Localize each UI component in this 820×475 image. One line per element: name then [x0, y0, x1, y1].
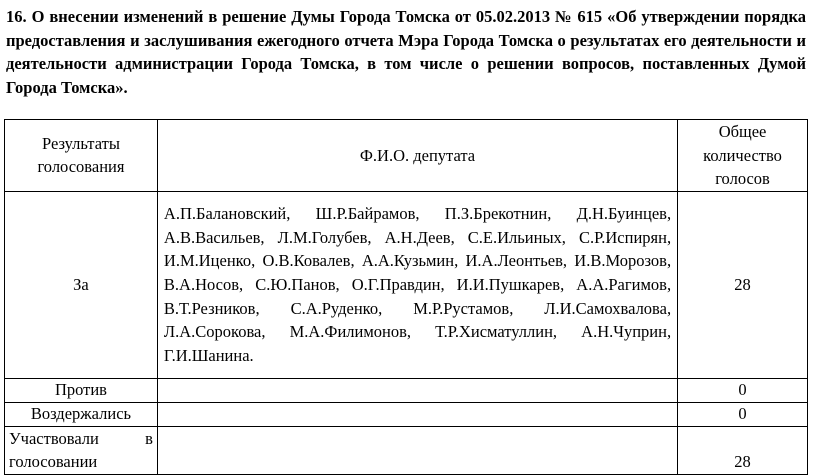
table-row — [5, 402, 808, 426]
row-deputies-against — [157, 378, 677, 402]
header-results: Результаты голосования — [5, 120, 158, 192]
voting-results-table — [4, 119, 808, 475]
table-row — [5, 378, 808, 402]
item-heading: 16. О внесении изменений в решение Думы Города Томска от 05.02.2013 № 615 «Об утверждении порядка предоставления и заслушивания ежегодного отчета Мэра Города Томска о результатах его деятельности и деятельности администрации Города Томска, в том числе о решении вопросов, поставленных Думой Города Томска». — [6, 7, 806, 97]
row-total-for: 28 — [678, 191, 808, 378]
table-header-row — [5, 120, 808, 192]
row-label-abstained: Воздержались — [5, 402, 158, 426]
row-label-participated: Участвовали в голосовании — [5, 426, 158, 474]
table-row — [5, 426, 808, 474]
row-deputies-for: А.П.Балановский, Ш.Р.Байрамов, П.З.Брекотнин, Д.Н.Буинцев, А.В.Васильев, Л.М.Голубев, А.Н.Деев, С.Е.Ильиных, С.Р.Испирян, И.М.Иценко, О.В.Ковалев, А.А.Кузьмин, И.А.Леонтьев, И.В.Морозов, В.А.Носов, С.Ю.Панов, О.Г.Правдин, И.И.Пушкарев, А.А.Рагимов, В.Т.Резников, С.А.Руденко, М.Р.Рустамов, Л.И.Самохвалова, Л.А.Сорокова, М.А.Филимонов, Т.Р.Хисматуллин, А.Н.Чуприн, Г.И.Шанина. — [157, 191, 677, 378]
row-total-participated: 28 — [678, 426, 808, 474]
header-total: Общее количество голосов — [678, 120, 808, 192]
row-label-against: Против — [5, 378, 158, 402]
row-total-against: 0 — [678, 378, 808, 402]
row-deputies-abstained — [157, 402, 677, 426]
header-deputies: Ф.И.О. депутата — [157, 120, 677, 192]
row-total-abstained: 0 — [678, 402, 808, 426]
row-label-for: За — [5, 191, 158, 378]
table-row — [5, 191, 808, 378]
row-deputies-participated — [157, 426, 677, 474]
